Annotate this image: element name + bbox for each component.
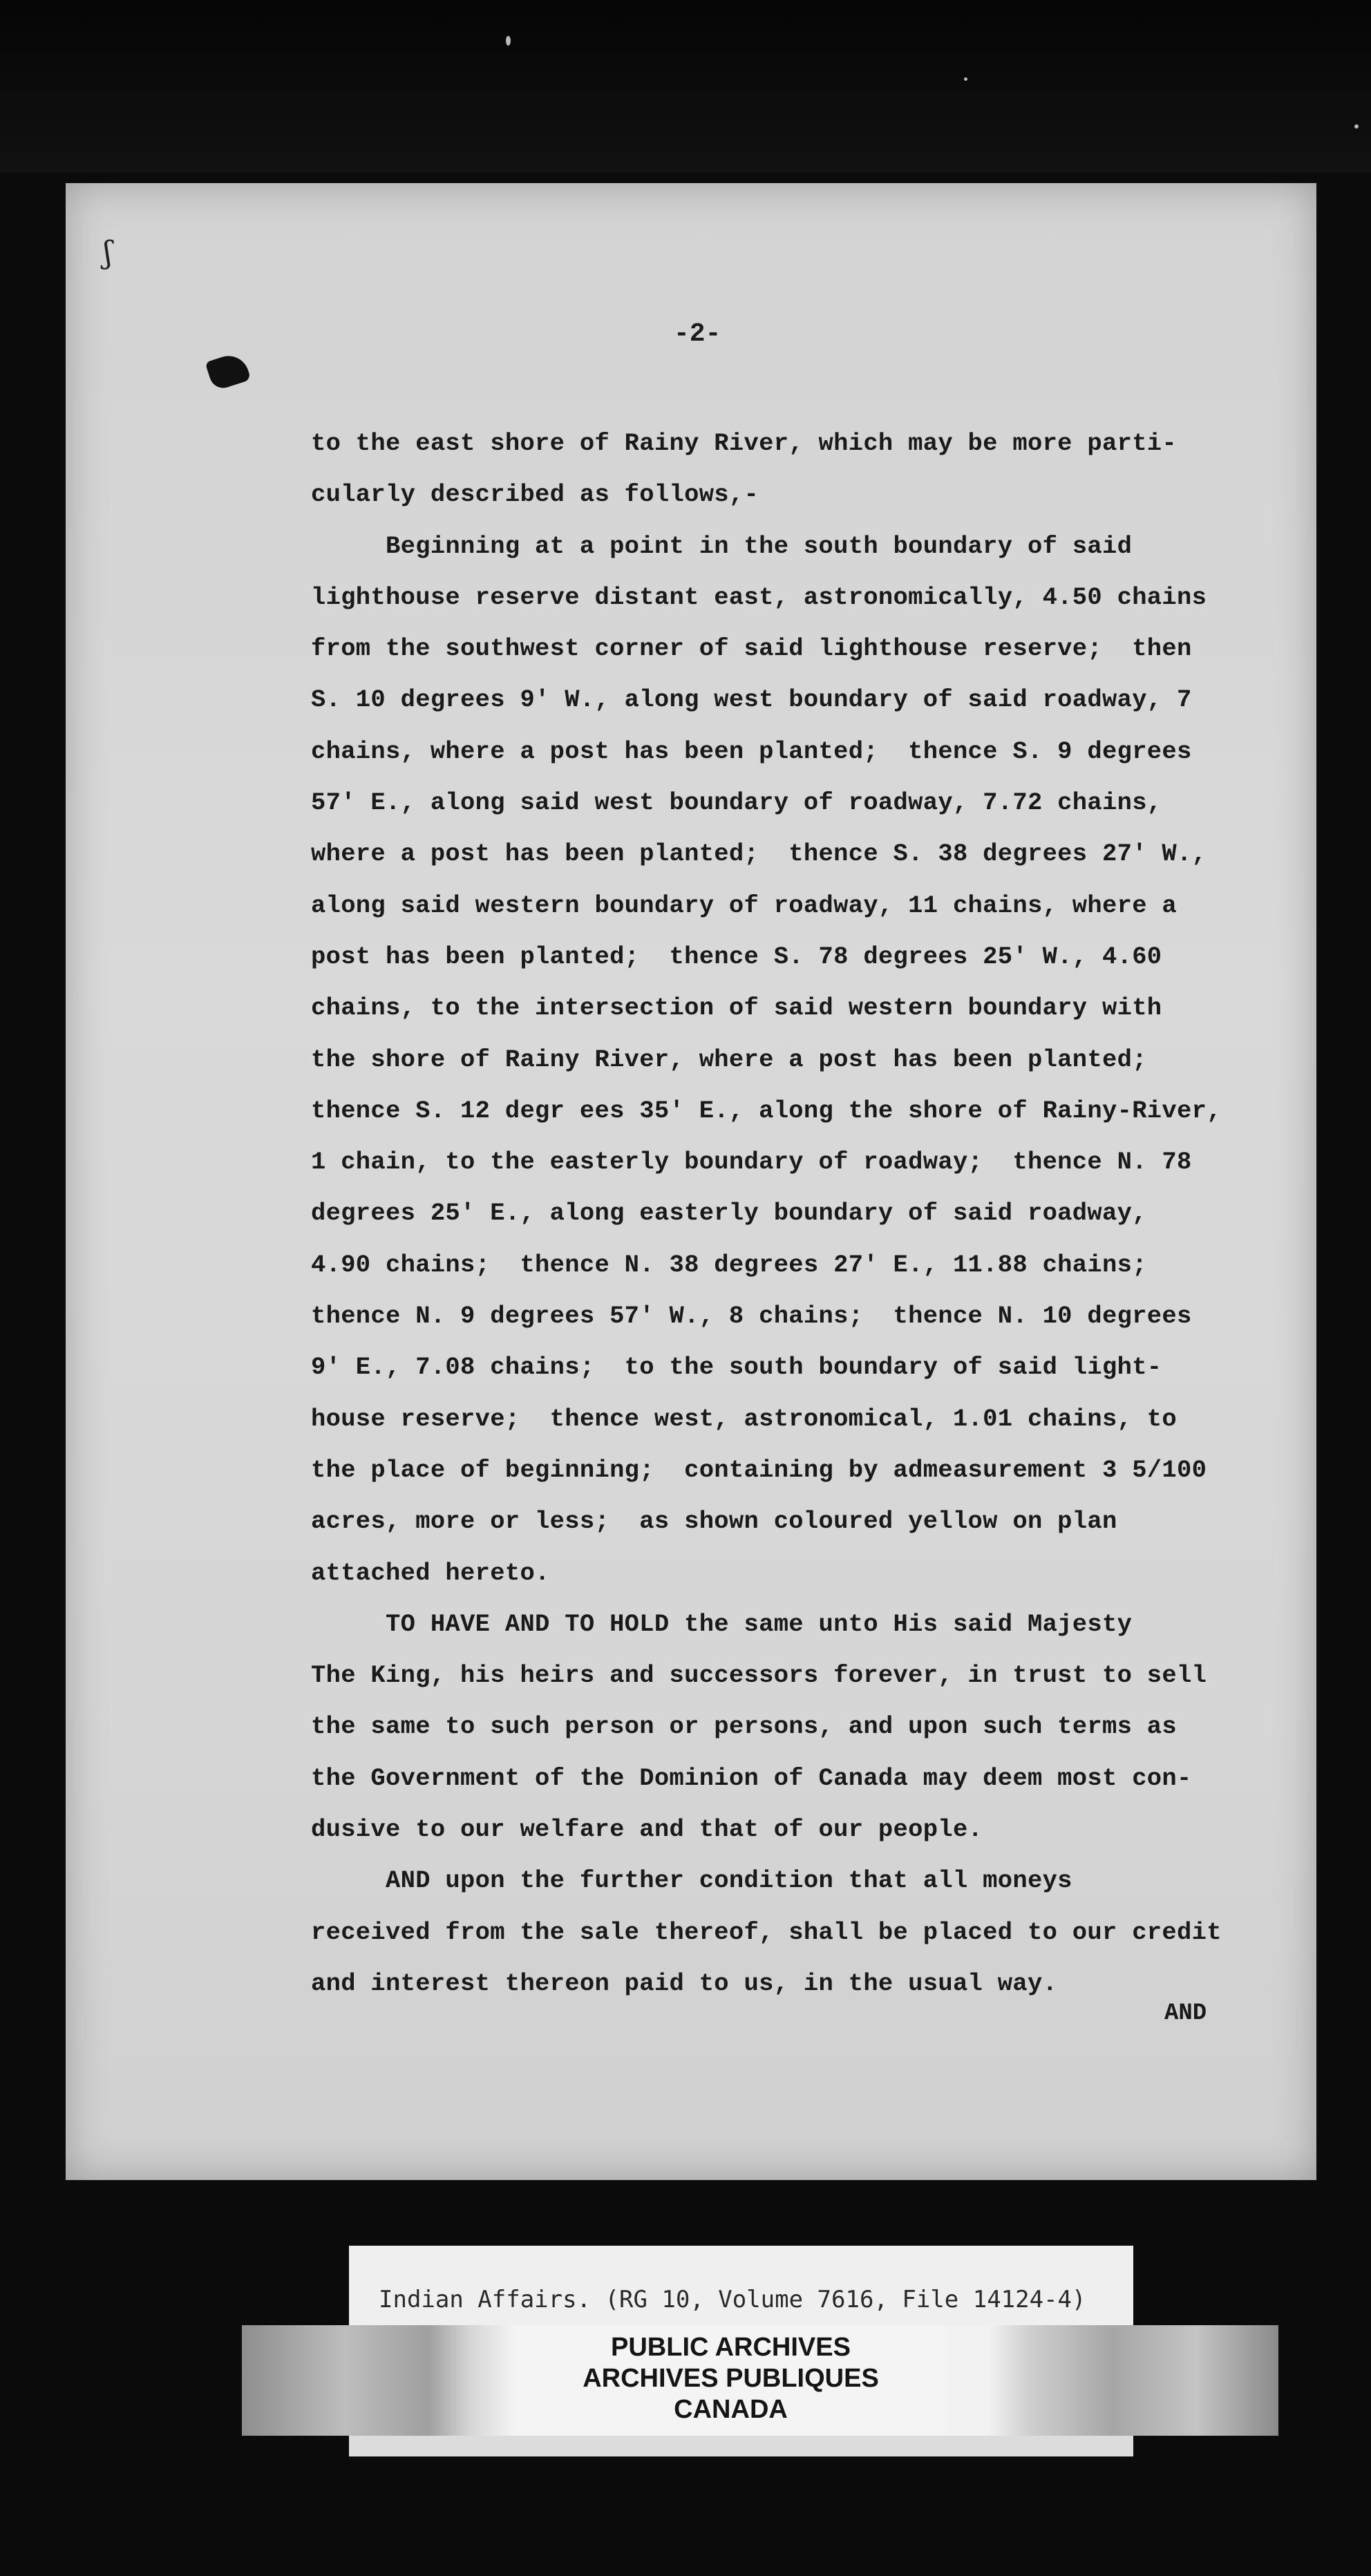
text-line: along said western boundary of roadway, 11 chains, where a — [311, 891, 1178, 920]
archive-reference: Indian Affairs. (RG 10, Volume 7616, File 14124-4) — [379, 2286, 1086, 2313]
text-line: 57' E., along said west boundary of roadway, 7.72 chains, — [311, 788, 1162, 817]
text-line: lighthouse reserve distant east, astronomically, 4.50 chains — [311, 583, 1207, 612]
text-line: the same to such person or persons, and upon such terms as — [311, 1712, 1178, 1741]
text-line: received from the sale thereof, shall be placed to our credit — [311, 1917, 1222, 1947]
typed-body-text — [311, 418, 1278, 2009]
text-line: the Government of the Dominion of Canada may deem most con- — [311, 1763, 1192, 1792]
label-bottom-strip — [349, 2436, 1133, 2456]
film-edge — [0, 0, 1371, 173]
text-line: dusive to our welfare and that of our people. — [311, 1815, 983, 1844]
text-line: house reserve; thence west, astronomical, 1.01 chains, to — [311, 1404, 1178, 1433]
text-line: the place of beginning; containing by admeasurement 3 5/100 — [311, 1455, 1207, 1484]
text-line: TO HAVE AND TO HOLD the same unto His said Majesty — [311, 1609, 1133, 1638]
text-line: S. 10 degrees 9' W., along west boundary of said roadway, 7 — [311, 685, 1192, 714]
dust-speck — [506, 36, 511, 46]
text-line: where a post has been planted; thence S. 38 degrees 27' W., — [311, 840, 1207, 869]
text-line: the shore of Rainy River, where a post has been planted; — [311, 1045, 1147, 1074]
margin-mark: ʃ — [104, 235, 112, 270]
text-line: chains, to the intersection of said western boundary with — [311, 994, 1162, 1023]
text-line: attached hereto. — [311, 1558, 550, 1587]
text-line: AND upon the further condition that all moneys — [311, 1866, 1072, 1895]
stamp-line: PUBLIC ARCHIVES — [611, 2333, 851, 2362]
text-line: The King, his heirs and successors forever, in trust to sell — [311, 1661, 1207, 1690]
text-line: 1 chain, to the easterly boundary of roadway; thence N. 78 — [311, 1148, 1192, 1177]
text-line: thence N. 9 degrees 57' W., 8 chains; thence N. 10 degrees — [311, 1302, 1192, 1331]
stamp-line: CANADA — [674, 2395, 788, 2424]
archive-stamp-text — [515, 2332, 947, 2425]
catchword: AND — [1164, 2000, 1207, 2027]
text-line: 4.90 chains; thence N. 38 degrees 27' E., 11.88 chains; — [311, 1250, 1147, 1279]
text-line: cularly described as follows,- — [311, 480, 759, 509]
text-line: and interest thereon paid to us, in the usual way. — [311, 1969, 1058, 1998]
text-line: from the southwest corner of said lighthouse reserve; then — [311, 634, 1192, 663]
text-line: Beginning at a point in the south boundary of said — [311, 531, 1133, 560]
dust-speck — [964, 77, 967, 81]
text-line: acres, more or less; as shown coloured yellow on plan — [311, 1507, 1117, 1536]
stamp-line: ARCHIVES PUBLIQUES — [583, 2364, 879, 2393]
text-line: post has been planted; thence S. 78 degrees 25' W., 4.60 — [311, 942, 1162, 971]
dust-speck — [1354, 124, 1359, 129]
text-line: to the east shore of Rainy River, which may be more parti- — [311, 429, 1178, 457]
page-number: -2- — [674, 319, 721, 349]
text-line: chains, where a post has been planted; thence S. 9 degrees — [311, 737, 1192, 766]
text-line: degrees 25' E., along easterly boundary of said roadway, — [311, 1199, 1147, 1228]
text-line: thence S. 12 degr ees 35' E., along the shore of Rainy-River, — [311, 1096, 1222, 1125]
text-line: 9' E., 7.08 chains; to the south boundary of said light- — [311, 1353, 1162, 1382]
